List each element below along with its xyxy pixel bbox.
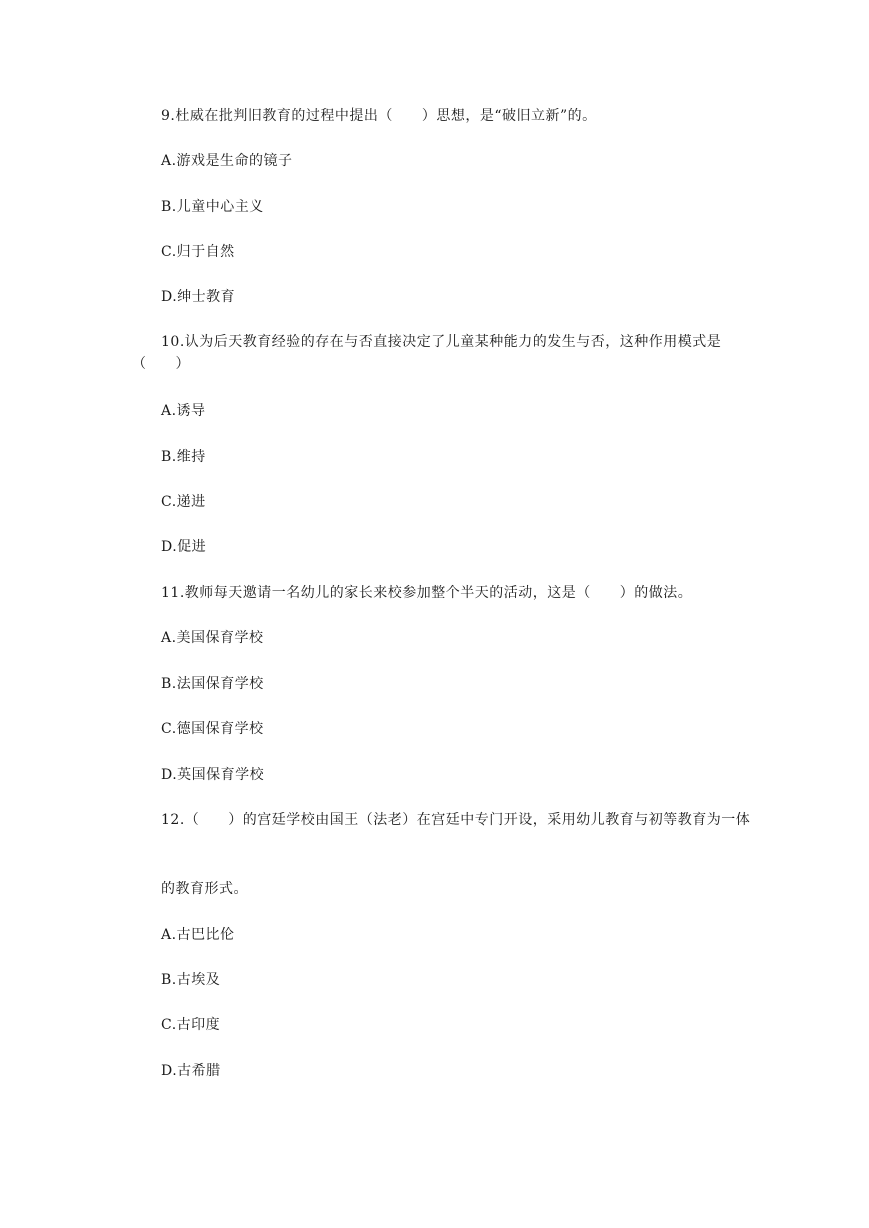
question-9-option-c: C.归于自然	[161, 244, 235, 260]
question-9-option-d: D.绅士教育	[161, 289, 236, 305]
question-11-option-c: C.德国保育学校	[161, 721, 264, 737]
question-11-option-a: A.美国保育学校	[161, 630, 264, 646]
question-9-option-a: A.游戏是生命的镜子	[161, 153, 293, 169]
question-11-option-b: B.法国保育学校	[161, 676, 264, 692]
question-12-option-d: D.古希腊	[161, 1063, 221, 1079]
question-12-option-a: A.古巴比伦	[161, 927, 235, 943]
question-9-stem: 9.杜威在批判旧教育的过程中提出（ ）思想，是“破旧立新”的。	[161, 108, 597, 124]
question-10-option-c: C.递进	[161, 494, 206, 510]
question-9-option-b: B.儿童中心主义	[161, 199, 264, 215]
question-12-stem-continuation: 的教育形式。	[161, 881, 248, 897]
question-11-option-d: D.英国保育学校	[161, 767, 265, 783]
question-10-option-a: A.诱导	[161, 403, 206, 419]
question-12-option-c: C.古印度	[161, 1017, 221, 1033]
question-12-stem: 12.（ ）的宫廷学校由国王（法老）在宫廷中专门开设，采用幼儿教育与初等教育为一体	[161, 812, 751, 828]
question-10-stem: 10.认为后天教育经验的存在与否直接决定了儿童某种能力的发生与否，这种作用模式是（ ）	[132, 334, 722, 372]
question-10-option-d: D.促进	[161, 539, 207, 555]
question-10-option-b: B.维持	[161, 449, 206, 465]
question-12-option-b: B.古埃及	[161, 972, 221, 988]
question-11-stem: 11.教师每天邀请一名幼儿的家长来校参加整个半天的活动，这是（ ）的做法。	[161, 585, 693, 601]
